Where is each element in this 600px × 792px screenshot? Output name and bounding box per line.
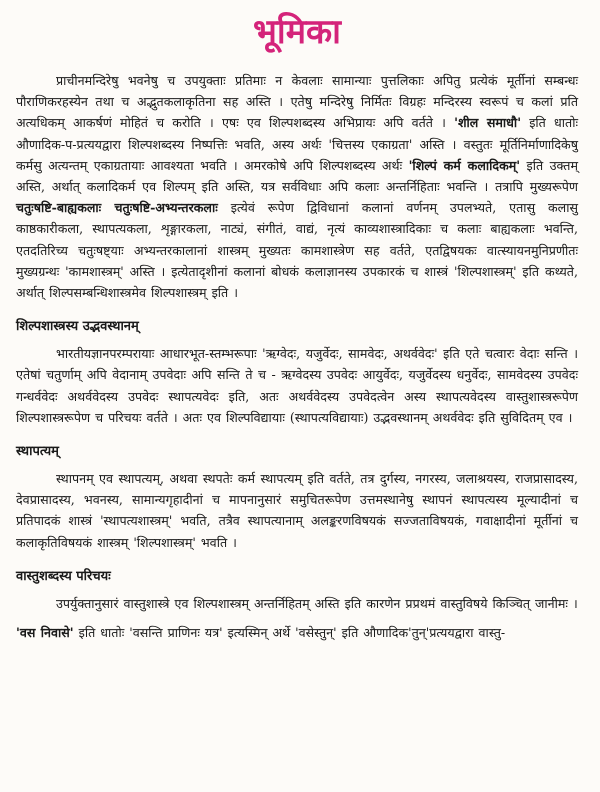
intro-bold-shila: 'शील समाधौ': [454, 115, 522, 131]
intro-text-g: इत्येवं रूपेण द्विविधानां कलानां वर्णनम् उपलभ्यते, एतासु कलासु काष्ठकारीकला, स्थापत्यकला, शृङ्गारकला, नाट्यं, संगीतं, वाद्यं, नृत्यं काव्यशास्त्रादिकाः च कलाः बाह्यकलाः भवन्ति, एतदतिरिच्य चतुःषष्ट्याः अभ्यन्तरकालानां शास्त्रम् मुख्यतः कामशास्त्रेण सह वर्तते, एतद्विषयकः वात्स्यायनमुनिप्रणीतः मुख्यग्रन्थः 'कामशास्त्रम्' अस्ति । इत्येतादृशीनां कलानां बोधकं कलाज्ञानस्य उपकारकं च शास्त्रं 'शिल्पशास्त्रम्' इति कथ्यते, अर्थात् शिल्पसम्बन्धिशास्त्रमेव शिल्पशास्त्रम् इति ।: [16, 200, 578, 301]
intro-text-c: इति धातोः औणादिक-प-प्रत्ययद्वारा शिल्पशब्दस्य निष्पत्तिः भवति, अस्य अर्थः 'चित्तस्य एकाग्रता' अस्ति । वस्तुतः मूर्तिनिर्माणादिकेषु कर्मसु अत्यन्तम् एकाग्रतायाः आवश्यता भवति । अमरकोषे अपि शिल्पशब्दस्य अर्थः: [16, 115, 579, 173]
section-heading-origin: शिल्पशास्त्रस्य उद्भवस्थानम्: [16, 319, 139, 335]
section-paragraph-origin: भारतीयज्ञानपरम्परायाः आधारभूत-स्तम्भरूपाः 'ऋग्वेदः, यजुर्वेदः, सामवेदः, अथर्ववेदः' इति एते चत्वारः वेदाः सन्ति । एतेषां चतुर्णाम् अपि वेदानाम् उपवेदाः अपि सन्ति ते च - ऋग्वेदस्य उपवेदः आयुर्वेदः, यजुर्वेदस्य धनुर्वेदः, सामवेदस्य उपवेदः गन्धर्ववेदः अथर्ववेदस्य उपवेदः स्थापत्यवेदः इति, अतः अथर्ववेदस्य उपवेदत्वेन अस्य स्थापत्यवेदस्य वास्तुशास्त्ररूपेण शिल्पशास्त्ररूपेण च परिचयः वर्तते । अतः एव शिल्पविद्यायाः (स्थापत्यविद्यायाः) उद्भवस्थानम् अथर्ववेदः इति सुविदितम् एव ।: [16, 346, 578, 425]
section-paragraph-vastu: उपर्युक्तानुसारं वास्तुशास्त्रे एव शिल्पशास्त्रम् अन्तर्निहितम् अस्ति इति कारणेन प्रप्रथमं वास्तुविषये किञ्चित् जानीमः ।: [56, 595, 578, 611]
section-heading-vastu: वास्तुशब्दस्य परिचयः: [16, 568, 111, 584]
intro-text-e: इति उक्तम् अस्ति, अर्थात् कलादिकर्म एव शिल्पम् इति अस्ति, यत्र सर्वविधाः अपि कलाः अन्तर्निहिताः भवन्ति । तत्रापि मुख्यरूपेण: [16, 157, 578, 195]
vastu-text-b: इति धातोः 'वसन्ति प्राणिनः यत्र' इत्यस्मिन् अर्थे 'वसेस्तुन्' इति औणादिक'तुन्'प्रत्ययद्वारा वास्तु-: [73, 625, 506, 641]
section-paragraph-vastu-cont: [16, 622, 578, 643]
intro-paragraph: [16, 70, 578, 303]
intro-bold-shilpam: 'शिल्पं कर्म कलादिकम्': [408, 157, 521, 173]
intro-bold-kalas: चतुःषष्टि-बाह्यकलाः चतुःषष्टि-अभ्यन्तरकलाः: [16, 200, 218, 216]
section-paragraph-sthapatyam: स्थापनम् एव स्थापत्यम्, अथवा स्थपतेः कर्म स्थापत्यम् इति वर्तते, तत्र दुर्गस्य, नगरस्य, जलाश्रयस्य, राजप्रासादस्य, देवप्रासादस्य, भवनस्य, सामान्यगृहादीनां च मापनानुसारं समुचितरूपेण उत्तमस्थानेषु स्थापनं स्थापत्यस्य मूल्यादीनां च प्रतिपादकं शास्त्रं 'स्थापत्यशास्त्रम्' भवति, तत्रैव स्थापत्यानाम् अलङ्करणविषयकं सज्जताविषयकं, गवाक्षादीनां मूर्तीनां च कलाकृतिविषयकं शास्त्रम् 'शिल्पशास्त्रम्' भवति ।: [16, 471, 578, 550]
vastu-bold-vas: 'वस निवासे': [16, 625, 74, 641]
page-title: भूमिका: [253, 12, 341, 52]
intro-text-a: प्राचीनमन्दिरेषु भवनेषु च उपयुक्ताः प्रतिमाः न केवलाः सामान्याः पुत्तलिकाः अपितु प्रत्येकं मूर्तीनां सम्बन्धः पौराणिकरहस्येन तथा च अद्भुतकलाकृतिना सह अस्ति । एतेषु मन्दिरेषु निर्मितः विग्रहः मन्दिरस्य स्वरूपं च कलां प्रति अत्यधिकम् आकर्षणं मोहितं च करोति । एषः एव शिल्पशब्दस्य अभिप्रायः अपि वर्तते ।: [16, 73, 578, 131]
section-heading-sthapatyam: स्थापत्यम्: [16, 444, 59, 460]
